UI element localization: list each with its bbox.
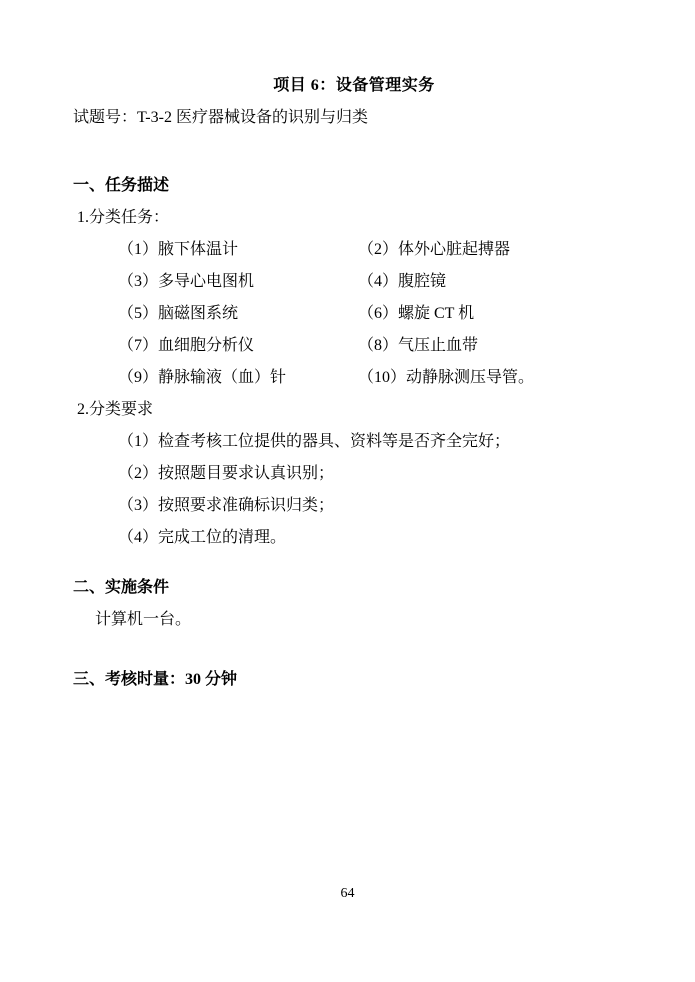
classify-row [73, 298, 635, 330]
section-heading-implementation-conditions: 二、实施条件 [73, 579, 170, 596]
classify-row [73, 266, 635, 298]
classify-item-4: （4）腹腔镜 [358, 273, 447, 290]
classify-item-3: （3）多导心电图机 [118, 273, 255, 290]
requirement-item-4: （4）完成工位的清理。 [118, 529, 287, 546]
section-heading-task-description: 一、任务描述 [73, 177, 170, 194]
classify-row [73, 234, 635, 266]
classify-item-6: （6）螺旋 CT 机 [358, 305, 475, 322]
classify-row [73, 362, 635, 394]
classify-item-1: （1）腋下体温计 [118, 241, 239, 258]
requirement-item-3: （3）按照要求准确标识归类； [118, 497, 335, 514]
exam-number-line: 试题号：T-3-2 医疗器械设备的识别与归类 [73, 109, 368, 126]
page-title: 项目 6：设备管理实务 [273, 77, 435, 94]
document-content [0, 70, 695, 696]
classify-item-7: （7）血细胞分析仪 [118, 337, 255, 354]
requirement-item-1: （1）检查考核工位提供的器具、资料等是否齐全完好； [118, 433, 511, 450]
section-heading-assessment-time: 三、考核时量：30 分钟 [73, 671, 238, 688]
requirement-item-2: （2）按照题目要求认真识别； [118, 465, 335, 482]
classify-item-2: （2）体外心脏起搏器 [358, 241, 511, 258]
classify-row [73, 330, 635, 362]
classify-item-9: （9）静脉输液（血）针 [118, 369, 287, 386]
classify-require-label: 2.分类要求 [77, 401, 154, 418]
condition-body: 计算机一台。 [95, 611, 192, 628]
classify-item-10: （10）动静脉测压导管。 [358, 369, 535, 386]
page-number: 64 [340, 886, 355, 901]
classify-item-5: （5）脑磁图系统 [118, 305, 239, 322]
classify-task-label: 1.分类任务： [77, 209, 170, 226]
classify-item-8: （8）气压止血带 [358, 337, 479, 354]
